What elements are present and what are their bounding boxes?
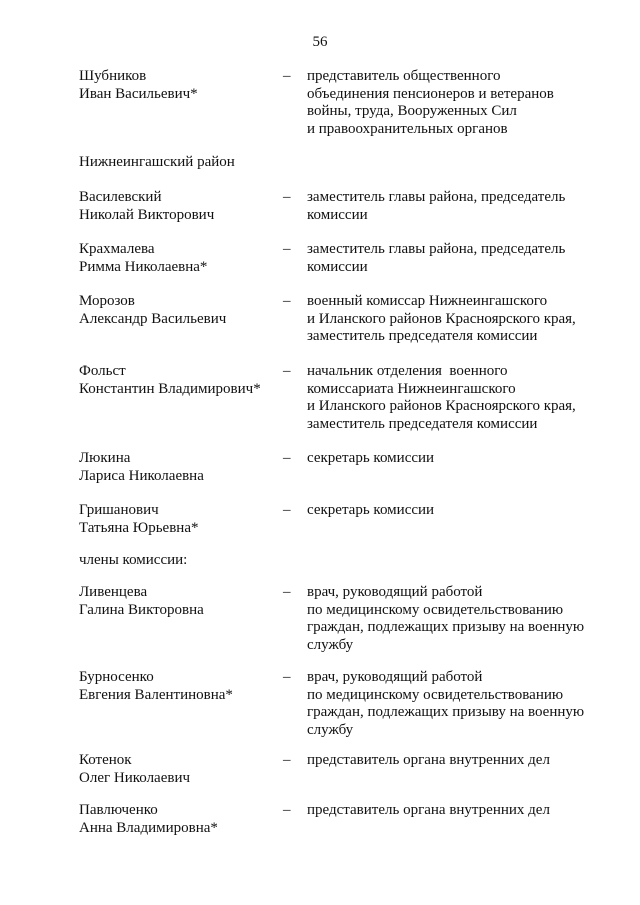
- dash: –: [283, 802, 291, 818]
- role-line: службу: [307, 721, 354, 738]
- role-line: комиссии: [307, 258, 368, 275]
- role-line: службу: [307, 636, 354, 653]
- role-line: начальник отделения военного: [307, 363, 508, 379]
- role-line: врач, руководящий работой: [307, 669, 483, 685]
- member-given-names: Иван Васильевич*: [79, 85, 198, 102]
- dash: –: [283, 502, 291, 518]
- member-surname: Бурносенко: [79, 669, 154, 685]
- member-name: [79, 802, 279, 837]
- member-given-names: Олег Николаевич: [79, 769, 191, 786]
- district-heading: Нижнеингашский район: [79, 154, 235, 170]
- dash: –: [283, 189, 291, 205]
- member-given-names: Александр Васильевич: [79, 310, 227, 327]
- role-line: секретарь комиссии: [307, 502, 435, 518]
- member-surname: Ливенцева: [79, 584, 148, 600]
- member-name: [79, 502, 279, 537]
- member-role: [307, 802, 607, 820]
- member-name: [79, 293, 279, 328]
- role-line: секретарь комиссии: [307, 450, 435, 466]
- member-given-names: Лариса Николаевна: [79, 467, 204, 484]
- role-line: по медицинскому освидетельствованию: [307, 601, 564, 618]
- role-line: и Иланского районов Красноярского края,: [307, 398, 576, 414]
- member-given-names: Римма Николаевна*: [79, 258, 208, 275]
- role-line: граждан, подлежащих призыву на военную: [307, 619, 585, 635]
- dash: –: [283, 669, 291, 685]
- member-surname: Котенок: [79, 752, 132, 768]
- member-given-names: Константин Владимирович*: [79, 380, 261, 397]
- member-given-names: Татьяна Юрьевна*: [79, 519, 199, 536]
- member-surname: Шубников: [79, 68, 147, 84]
- member-given-names: Николай Викторович: [79, 206, 215, 223]
- role-line: комиссии: [307, 206, 368, 223]
- member-role: [307, 363, 607, 433]
- member-role: [307, 68, 607, 138]
- role-line: заместитель главы района, председатель: [307, 241, 566, 257]
- role-line: представитель органа внутренних дел: [307, 802, 550, 818]
- role-line: представитель органа внутренних дел: [307, 752, 550, 768]
- dash: –: [283, 450, 291, 466]
- member-surname: Фольст: [79, 363, 126, 379]
- role-line: военный комиссар Нижнеингашского: [307, 293, 548, 309]
- role-line: врач, руководящий работой: [307, 584, 483, 600]
- member-surname: Крахмалева: [79, 241, 155, 257]
- member-surname: Гришанович: [79, 502, 159, 518]
- role-line: объединения пенсионеров и ветеранов: [307, 85, 554, 102]
- member-role: [307, 450, 607, 468]
- member-surname: Морозов: [79, 293, 135, 309]
- member-role: [307, 584, 607, 654]
- member-given-names: Евгения Валентиновна*: [79, 686, 233, 703]
- role-line: по медицинскому освидетельствованию: [307, 686, 564, 703]
- role-line: заместитель главы района, председатель: [307, 189, 566, 205]
- member-surname: Василевский: [79, 189, 162, 205]
- dash: –: [283, 68, 291, 84]
- page-number: 56: [312, 34, 328, 50]
- member-name: [79, 584, 279, 619]
- dash: –: [283, 752, 291, 768]
- role-line: представитель общественного: [307, 68, 501, 84]
- member-name: [79, 189, 279, 224]
- member-given-names: Анна Владимировна*: [79, 819, 218, 836]
- role-line: и правоохранительных органов: [307, 120, 508, 137]
- role-line: заместитель председателя комиссии: [307, 328, 538, 344]
- dash: –: [283, 363, 291, 379]
- member-role: [307, 293, 607, 346]
- member-role: [307, 241, 607, 276]
- member-name: [79, 241, 279, 276]
- member-name: [79, 450, 279, 485]
- member-name: [79, 363, 279, 398]
- dash: –: [283, 293, 291, 309]
- role-line: граждан, подлежащих призыву на военную: [307, 704, 585, 720]
- role-line: войны, труда, Вооруженных Сил: [307, 103, 517, 119]
- role-line: заместитель председателя комиссии: [307, 415, 538, 432]
- role-line: комиссариата Нижнеингашского: [307, 380, 516, 397]
- member-role: [307, 752, 607, 770]
- dash: –: [283, 241, 291, 257]
- member-role: [307, 189, 607, 224]
- member-surname: Павлюченко: [79, 802, 158, 818]
- member-name: [79, 752, 279, 787]
- member-name: [79, 68, 279, 103]
- member-name: [79, 669, 279, 704]
- member-surname: Люкина: [79, 450, 131, 466]
- dash: –: [283, 584, 291, 600]
- member-role: [307, 669, 607, 739]
- role-line: и Иланского районов Красноярского края,: [307, 310, 576, 327]
- member-role: [307, 502, 607, 520]
- member-given-names: Галина Викторовна: [79, 601, 204, 618]
- members-heading: члены комиссии:: [79, 552, 188, 568]
